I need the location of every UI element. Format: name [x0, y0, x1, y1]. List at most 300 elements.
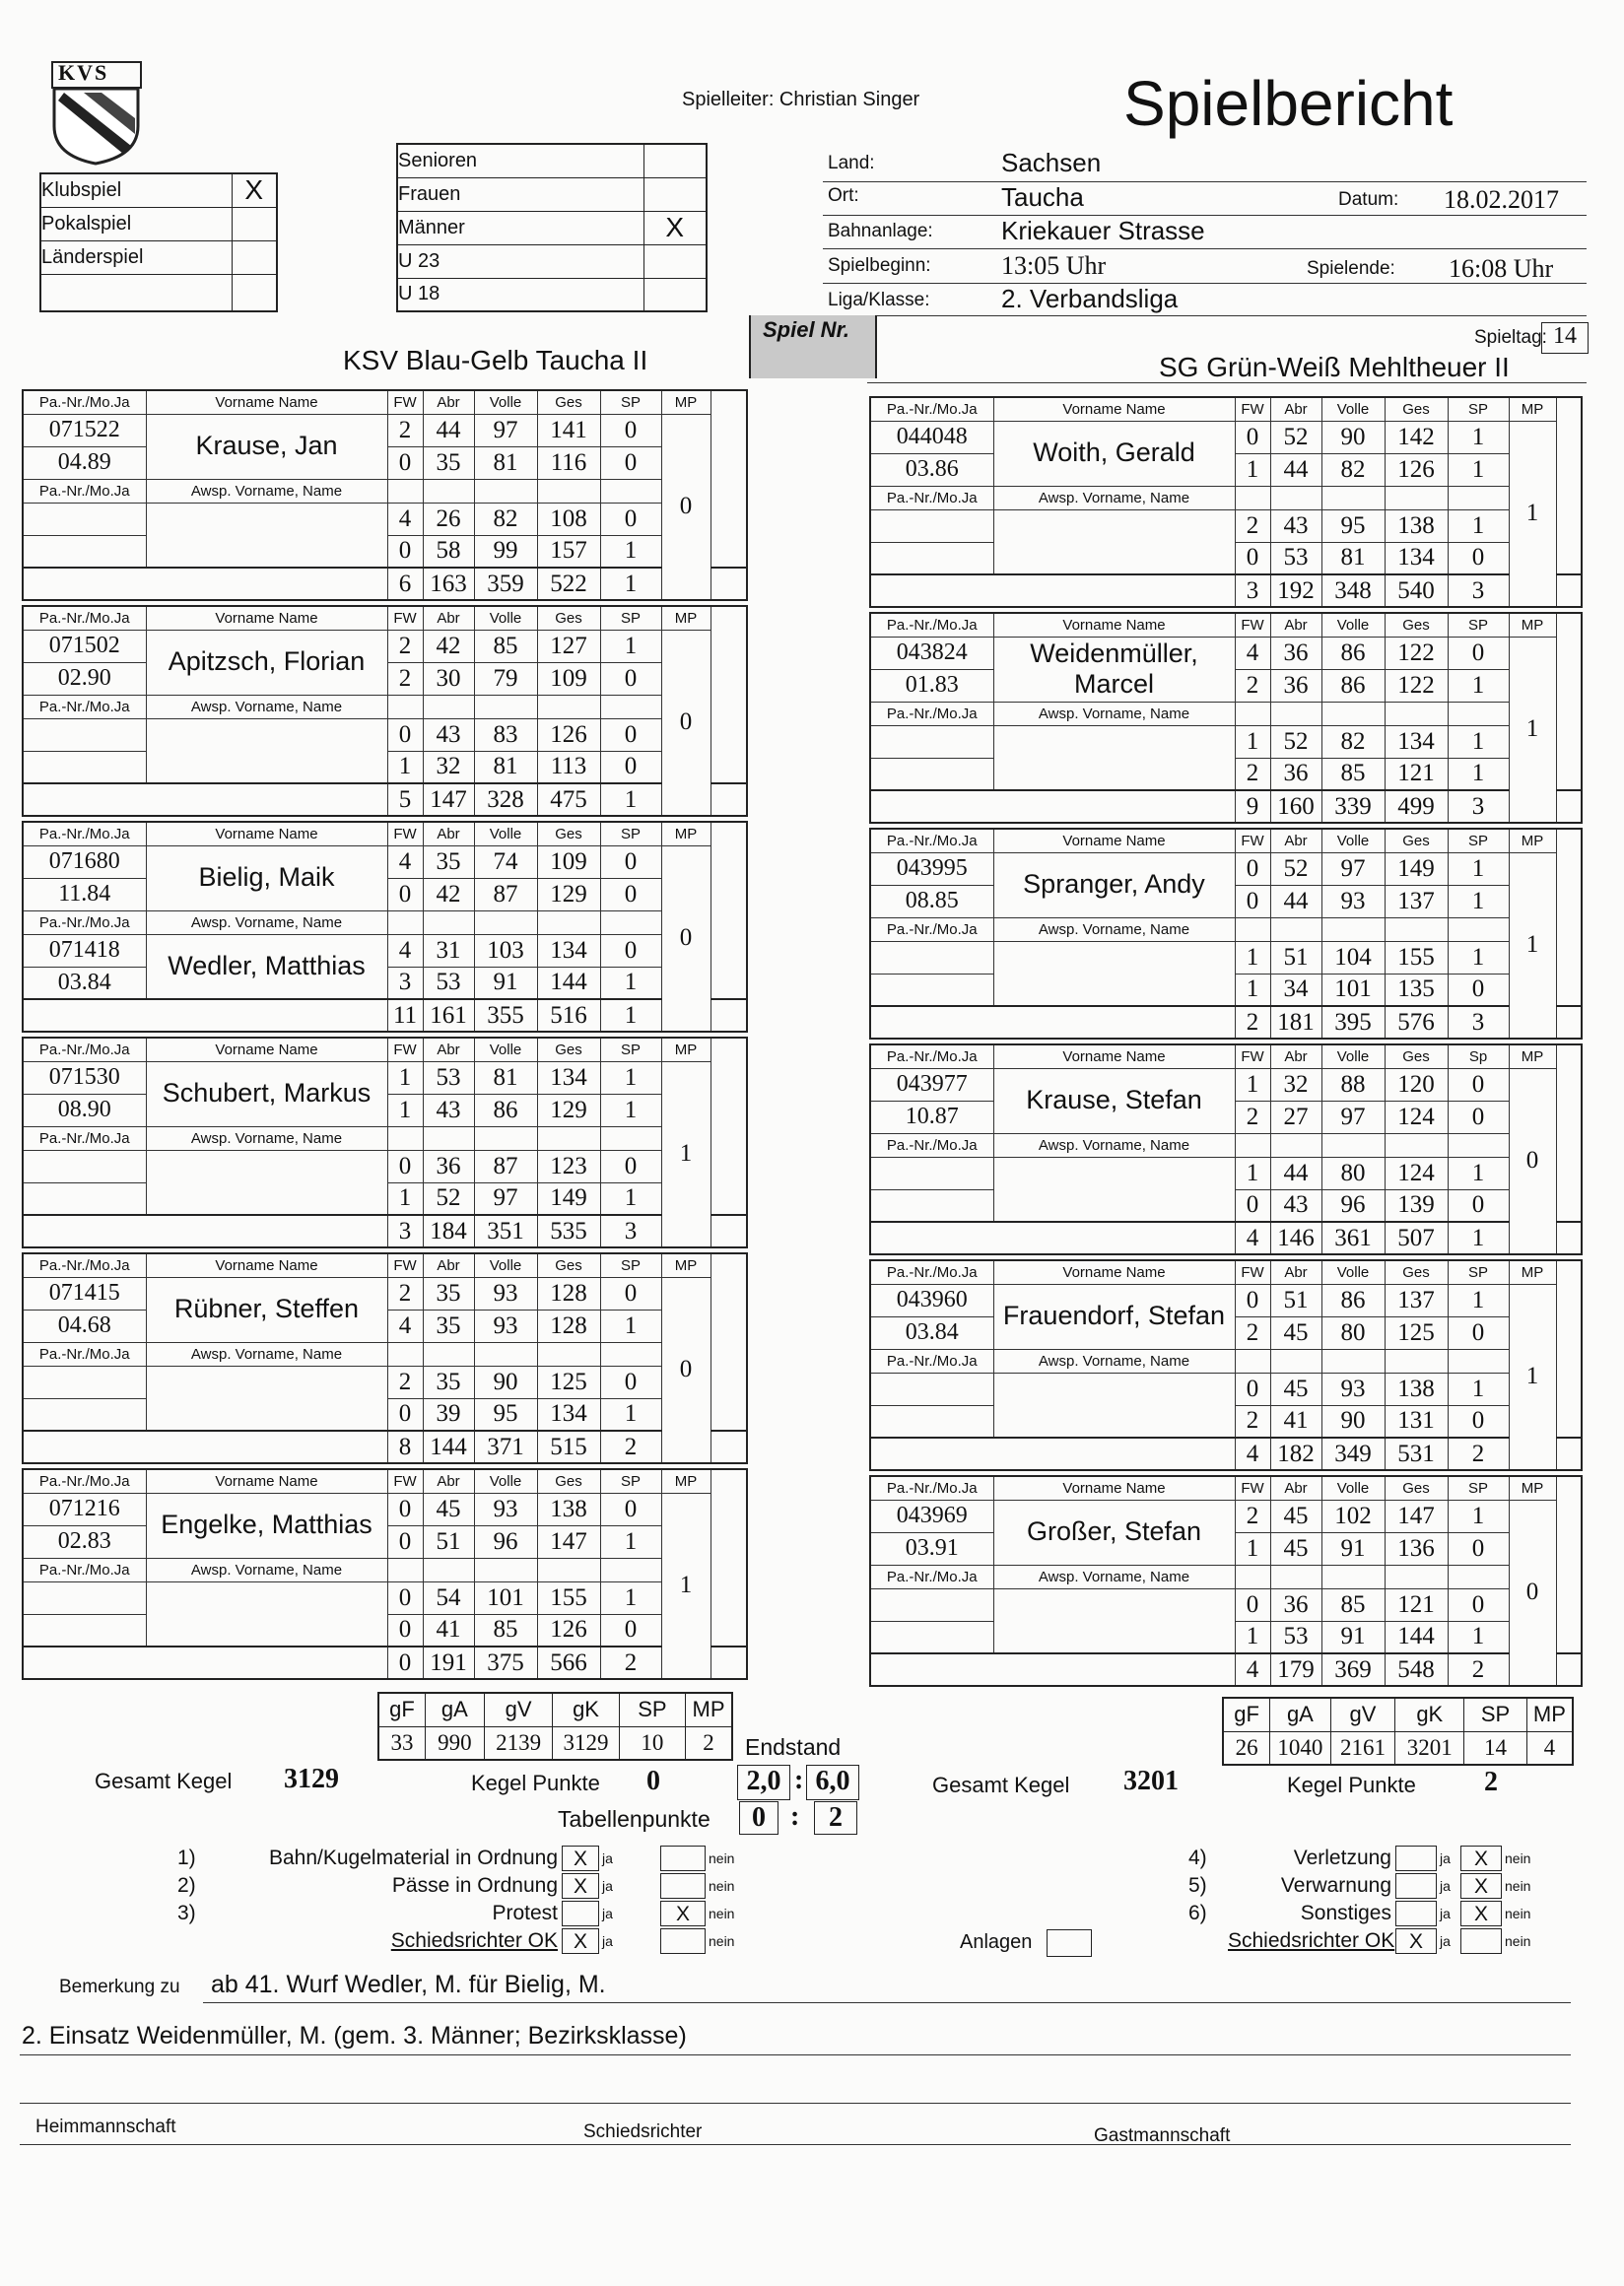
- empty-cell: [387, 910, 423, 934]
- ja-checkbox[interactable]: X: [562, 1846, 599, 1871]
- player-id: 043969: [870, 1500, 993, 1532]
- total-cell: 516: [537, 999, 600, 1032]
- score-cell: 91: [1321, 1621, 1385, 1653]
- total-cell: 161: [423, 999, 474, 1032]
- ende-label: Spielende:: [1307, 258, 1395, 279]
- sub-player-name: [146, 503, 387, 568]
- nein-checkbox[interactable]: X: [1460, 1873, 1502, 1899]
- empty-cell: [1270, 917, 1321, 941]
- score-cell: 2: [387, 662, 423, 695]
- empty-cell: [1235, 702, 1270, 725]
- empty-cell: [1235, 1349, 1270, 1373]
- sub-header: Pa.-Nr./Mo.Ja: [870, 917, 993, 941]
- match-type-mark: [232, 207, 277, 240]
- column-header: Sp: [1448, 1044, 1509, 1068]
- empty-cell: [474, 1342, 537, 1366]
- guest-punkte-label: Kegel Punkte: [1287, 1773, 1416, 1797]
- sub-player-id: [23, 1150, 146, 1182]
- endstand-guest: 6,0: [806, 1765, 859, 1800]
- home-player-block: [22, 389, 748, 601]
- nein-checkbox[interactable]: [660, 1928, 706, 1954]
- column-header: MP: [661, 822, 710, 845]
- column-header: Ges: [1385, 829, 1448, 852]
- column-header: Volle: [1321, 1260, 1385, 1284]
- column-header: Ges: [537, 390, 600, 414]
- total-cell: 515: [537, 1431, 600, 1463]
- empty-cell: [23, 1647, 387, 1679]
- category-label: Frauen: [397, 177, 643, 211]
- total-cell: 182: [1270, 1438, 1321, 1470]
- column-header: FW: [1235, 1260, 1270, 1284]
- sub-player-id: [870, 509, 993, 542]
- empty-cell: [600, 910, 661, 934]
- summary-value: 3201: [1395, 1731, 1464, 1765]
- player-mp: 0: [661, 1277, 710, 1463]
- score-cell: 136: [1385, 1532, 1448, 1565]
- sub-header: Awsp. Vorname, Name: [993, 1349, 1235, 1373]
- ja-label: ja: [1440, 1850, 1451, 1866]
- score-cell: 0: [600, 446, 661, 479]
- score-cell: 101: [474, 1581, 537, 1614]
- match-type-label: Länderspiel: [40, 240, 232, 274]
- total-cell: 0: [387, 1647, 423, 1679]
- score-cell: 1: [1448, 1284, 1509, 1316]
- player-date: 04.68: [23, 1310, 146, 1342]
- total-cell: 576: [1385, 1006, 1448, 1039]
- score-cell: 137: [1385, 1284, 1448, 1316]
- sub-player-name: [146, 718, 387, 783]
- score-cell: 45: [423, 1493, 474, 1525]
- column-header: Vorname Name: [146, 1038, 387, 1061]
- sub-player-name: Wedler, Matthias: [146, 934, 387, 999]
- nein-checkbox[interactable]: [660, 1873, 706, 1899]
- column-header: Volle: [474, 1253, 537, 1277]
- player-name: Frauendorf, Stefan: [993, 1284, 1235, 1349]
- score-cell: 35: [423, 446, 474, 479]
- score-cell: 0: [600, 878, 661, 910]
- player-mp: 0: [661, 630, 710, 816]
- player-name: Apitzsch, Florian: [146, 630, 387, 695]
- liga-label: Liga/Klasse:: [828, 290, 930, 310]
- score-cell: 0: [387, 878, 423, 910]
- score-cell: 0: [387, 1614, 423, 1647]
- score-cell: 0: [1235, 1373, 1270, 1405]
- column-header: Ges: [1385, 397, 1448, 421]
- player-id: 071680: [23, 845, 146, 878]
- column-header: FW: [1235, 1476, 1270, 1500]
- score-cell: 1: [387, 1182, 423, 1215]
- empty-cell: [537, 910, 600, 934]
- tabelle-guest: 2: [814, 1801, 857, 1835]
- column-header: Pa.-Nr./Mo.Ja: [23, 1038, 146, 1061]
- sub-player-name: [146, 1366, 387, 1431]
- score-cell: 0: [1448, 1068, 1509, 1101]
- column-header: Vorname Name: [993, 1476, 1235, 1500]
- score-cell: 1: [600, 1581, 661, 1614]
- score-cell: 1: [1235, 941, 1270, 974]
- anlagen-box[interactable]: [1047, 1929, 1092, 1957]
- nein-label: nein: [1505, 1850, 1531, 1866]
- score-cell: 155: [1385, 941, 1448, 974]
- remarks-rule: [20, 2103, 1571, 2104]
- column-header: FW: [1235, 829, 1270, 852]
- score-cell: 35: [423, 1310, 474, 1342]
- score-cell: 1: [1448, 1500, 1509, 1532]
- column-header: SP: [1448, 1260, 1509, 1284]
- score-cell: 36: [1270, 758, 1321, 790]
- bahn-label: Bahnanlage:: [828, 221, 933, 241]
- guest-gesamt-label: Gesamt Kegel: [932, 1773, 1070, 1797]
- player-date: 03.84: [870, 1316, 993, 1349]
- total-cell: 4: [1235, 1222, 1270, 1254]
- guest-team-name: SG Grün-Weiß Mehltheuer II: [1159, 352, 1510, 382]
- total-cell: 499: [1385, 790, 1448, 823]
- sub-player-id: [23, 1581, 146, 1614]
- score-cell: 4: [1235, 637, 1270, 669]
- check-row: [1188, 1845, 1530, 1872]
- score-cell: 0: [1235, 1588, 1270, 1621]
- score-cell: 54: [423, 1581, 474, 1614]
- signature-referee: Schiedsrichter: [583, 2121, 703, 2142]
- nein-checkbox[interactable]: X: [1460, 1846, 1502, 1871]
- column-header: MP: [661, 390, 710, 414]
- total-cell: 3: [1448, 790, 1509, 823]
- score-cell: 43: [423, 1094, 474, 1126]
- ja-checkbox[interactable]: [562, 1901, 599, 1926]
- total-cell: 359: [474, 568, 537, 600]
- nein-checkbox[interactable]: X: [660, 1901, 706, 1926]
- empty-cell: [1556, 1653, 1582, 1686]
- player-name: Großer, Stefan: [993, 1500, 1235, 1565]
- player-name: Schubert, Markus: [146, 1061, 387, 1126]
- category-label: U 23: [397, 244, 643, 278]
- column-header: SP: [600, 390, 661, 414]
- score-cell: 144: [537, 967, 600, 999]
- column-header: Pa.-Nr./Mo.Ja: [870, 1044, 993, 1068]
- column-header: MP: [1509, 1260, 1556, 1284]
- check-row: [177, 1872, 734, 1900]
- ja-checkbox[interactable]: [1395, 1873, 1437, 1899]
- empty-cell: [1270, 702, 1321, 725]
- score-cell: 142: [1385, 421, 1448, 453]
- column-header: Abr: [1270, 1260, 1321, 1284]
- score-cell: 80: [1321, 1316, 1385, 1349]
- summary-header: gF: [378, 1693, 425, 1726]
- player-id: 043824: [870, 637, 993, 669]
- score-cell: 137: [1385, 885, 1448, 917]
- empty-cell: [23, 999, 387, 1032]
- nein-checkbox[interactable]: [1460, 1928, 1502, 1954]
- score-cell: 127: [537, 630, 600, 662]
- column-header: Volle: [474, 1469, 537, 1493]
- score-cell: 1: [600, 1398, 661, 1431]
- check-label: Schiedsrichter OK: [390, 1929, 558, 1952]
- score-cell: 44: [1270, 885, 1321, 917]
- total-cell: 355: [474, 999, 537, 1032]
- check-label: Verletzung: [1293, 1847, 1391, 1869]
- score-cell: 93: [474, 1277, 537, 1310]
- total-cell: 1: [600, 783, 661, 816]
- score-cell: 1: [1448, 941, 1509, 974]
- score-cell: 0: [1448, 1532, 1509, 1565]
- sub-player-name: [993, 941, 1235, 1006]
- total-cell: 160: [1270, 790, 1321, 823]
- empty-cell: [423, 1558, 474, 1581]
- empty-cell: [1385, 917, 1448, 941]
- player-date: 08.90: [23, 1094, 146, 1126]
- total-cell: 3: [1235, 574, 1270, 607]
- guest-player-block: [869, 1475, 1583, 1687]
- score-cell: 149: [1385, 852, 1448, 885]
- column-header: SP: [600, 822, 661, 845]
- score-cell: 95: [474, 1398, 537, 1431]
- ja-checkbox[interactable]: [1395, 1901, 1437, 1926]
- score-cell: 93: [474, 1310, 537, 1342]
- score-cell: 0: [387, 1493, 423, 1525]
- category-label: Senioren: [397, 144, 643, 177]
- player-date: 02.83: [23, 1525, 146, 1558]
- summary-value: 10: [619, 1726, 685, 1760]
- endstand-colon: :: [794, 1765, 804, 1795]
- empty-cell: [474, 1558, 537, 1581]
- column-header: SP: [1448, 613, 1509, 637]
- score-cell: 101: [1321, 974, 1385, 1006]
- summary-value: 3129: [553, 1726, 619, 1760]
- score-cell: 27: [1270, 1101, 1321, 1133]
- player-id: 043995: [870, 852, 993, 885]
- column-header: MP: [1509, 613, 1556, 637]
- sub-player-date: [23, 1398, 146, 1431]
- ja-checkbox[interactable]: X: [1395, 1928, 1437, 1954]
- home-gesamt-label: Gesamt Kegel: [95, 1769, 233, 1793]
- empty-cell: [870, 1438, 1235, 1470]
- score-cell: 85: [474, 1614, 537, 1647]
- nein-checkbox[interactable]: X: [1460, 1901, 1502, 1926]
- empty-cell: [1385, 702, 1448, 725]
- empty-cell: [423, 910, 474, 934]
- empty-cell: [1385, 1565, 1448, 1588]
- score-cell: 93: [474, 1493, 537, 1525]
- beginn-label: Spielbeginn:: [828, 255, 931, 276]
- home-team-name: KSV Blau-Gelb Taucha II: [343, 345, 648, 375]
- empty-cell: [1556, 1222, 1582, 1254]
- score-cell: 0: [1448, 637, 1509, 669]
- summary-header: gV: [1330, 1698, 1395, 1731]
- score-cell: 131: [1385, 1405, 1448, 1438]
- summary-header: gA: [1270, 1698, 1330, 1731]
- home-player-block: [22, 1037, 748, 1248]
- column-header: Vorname Name: [146, 1253, 387, 1277]
- empty-cell: [1556, 1438, 1582, 1470]
- empty-cell: [710, 1431, 747, 1463]
- column-header: Ges: [1385, 1476, 1448, 1500]
- column-header: Pa.-Nr./Mo.Ja: [870, 1260, 993, 1284]
- score-cell: 122: [1385, 637, 1448, 669]
- score-cell: 44: [423, 414, 474, 446]
- score-cell: 120: [1385, 1068, 1448, 1101]
- score-cell: 134: [537, 1061, 600, 1094]
- kvs-logo: [44, 57, 148, 166]
- sub-player-date: [870, 542, 993, 574]
- empty-cell: [537, 479, 600, 503]
- score-cell: 85: [474, 630, 537, 662]
- check-row: [1188, 1900, 1530, 1927]
- score-cell: 97: [474, 1182, 537, 1215]
- score-cell: 1: [1448, 758, 1509, 790]
- sub-header: Pa.-Nr./Mo.Ja: [870, 486, 993, 509]
- empty-cell: [387, 1558, 423, 1581]
- score-cell: 1: [1235, 1157, 1270, 1189]
- column-header: Pa.-Nr./Mo.Ja: [23, 606, 146, 630]
- check-label: Pässe in Ordnung: [391, 1874, 558, 1897]
- signature-home: Heimmannschaft: [35, 2117, 176, 2137]
- score-cell: 108: [537, 503, 600, 535]
- total-cell: 192: [1270, 574, 1321, 607]
- score-cell: 86: [1321, 669, 1385, 702]
- score-cell: 52: [1270, 421, 1321, 453]
- empty-cell: [23, 568, 387, 600]
- column-header: Vorname Name: [146, 606, 387, 630]
- score-cell: 36: [423, 1150, 474, 1182]
- score-cell: 138: [537, 1493, 600, 1525]
- score-cell: 1: [1448, 1621, 1509, 1653]
- score-cell: 126: [537, 1614, 600, 1647]
- score-cell: 35: [423, 1277, 474, 1310]
- empty-cell: [423, 1126, 474, 1150]
- score-cell: 53: [1270, 1621, 1321, 1653]
- score-cell: 86: [474, 1094, 537, 1126]
- score-cell: 1: [600, 1525, 661, 1558]
- total-cell: 369: [1321, 1653, 1385, 1686]
- score-cell: 0: [600, 1150, 661, 1182]
- score-cell: 79: [474, 662, 537, 695]
- sub-header: Awsp. Vorname, Name: [993, 702, 1235, 725]
- score-cell: 138: [1385, 509, 1448, 542]
- score-cell: 0: [1448, 1101, 1509, 1133]
- column-header: SP: [600, 606, 661, 630]
- total-cell: 147: [423, 783, 474, 816]
- score-cell: 1: [600, 1182, 661, 1215]
- signature-guest: Gastmannschaft: [1094, 2125, 1231, 2146]
- total-cell: 2: [600, 1647, 661, 1679]
- score-cell: 43: [1270, 509, 1321, 542]
- summary-value: 1040: [1270, 1731, 1330, 1765]
- score-cell: 53: [423, 967, 474, 999]
- score-cell: 96: [474, 1525, 537, 1558]
- player-id: 044048: [870, 421, 993, 453]
- score-cell: 0: [600, 718, 661, 751]
- score-cell: 82: [474, 503, 537, 535]
- empty-cell: [423, 1342, 474, 1366]
- column-header: FW: [387, 390, 423, 414]
- score-cell: 0: [1235, 852, 1270, 885]
- ja-checkbox[interactable]: X: [562, 1928, 599, 1954]
- empty-cell: [1556, 574, 1582, 607]
- ja-label: ja: [1440, 1906, 1451, 1921]
- score-cell: 141: [537, 414, 600, 446]
- endstand-label: Endstand: [745, 1734, 842, 1760]
- total-cell: 348: [1321, 574, 1385, 607]
- column-header: Abr: [1270, 829, 1321, 852]
- empty-cell: [1270, 1349, 1321, 1373]
- score-cell: 123: [537, 1150, 600, 1182]
- score-cell: 0: [1448, 1588, 1509, 1621]
- score-cell: 0: [1235, 421, 1270, 453]
- player-mp: 0: [661, 845, 710, 1032]
- category-mark: [643, 244, 707, 278]
- score-cell: 0: [600, 1277, 661, 1310]
- column-header: Abr: [423, 822, 474, 845]
- spielleiter: Spielleiter: Christian Singer: [682, 89, 920, 110]
- total-cell: 522: [537, 568, 600, 600]
- empty-cell: [1270, 1565, 1321, 1588]
- sub-player-name: [146, 1150, 387, 1215]
- sub-player-name: [993, 1373, 1235, 1438]
- score-cell: 1: [600, 1094, 661, 1126]
- score-cell: 45: [1270, 1316, 1321, 1349]
- empty-cell: [1385, 486, 1448, 509]
- header-rule: [867, 382, 1587, 383]
- score-cell: 52: [1270, 725, 1321, 758]
- spiel-nr-box: [749, 315, 877, 378]
- total-cell: 349: [1321, 1438, 1385, 1470]
- empty-cell: [474, 1126, 537, 1150]
- empty-cell: [423, 695, 474, 718]
- check-row: [1188, 1927, 1530, 1955]
- column-header: Abr: [1270, 1476, 1321, 1500]
- check-label: Verwarnung: [1280, 1874, 1391, 1897]
- ja-label: ja: [602, 1906, 613, 1921]
- player-name: Spranger, Andy: [993, 852, 1235, 917]
- column-header: Vorname Name: [993, 397, 1235, 421]
- score-cell: 74: [474, 845, 537, 878]
- score-cell: 35: [423, 1366, 474, 1398]
- sub-header: Awsp. Vorname, Name: [146, 1558, 387, 1581]
- total-cell: 339: [1321, 790, 1385, 823]
- match-type-mark: X: [232, 173, 277, 207]
- check-row: [177, 1927, 734, 1955]
- player-date: 11.84: [23, 878, 146, 910]
- ja-checkbox[interactable]: [1395, 1846, 1437, 1871]
- score-cell: 135: [1385, 974, 1448, 1006]
- score-cell: 0: [600, 1366, 661, 1398]
- score-cell: 82: [1321, 725, 1385, 758]
- column-header: Volle: [1321, 1044, 1385, 1068]
- player-mp: 1: [1509, 852, 1556, 1039]
- score-cell: 102: [1321, 1500, 1385, 1532]
- nein-checkbox[interactable]: [660, 1846, 706, 1871]
- endstand-home: 2,0: [737, 1765, 790, 1800]
- remarks-label: Bemerkung zu: [59, 1977, 180, 1997]
- sub-header: Pa.-Nr./Mo.Ja: [23, 1342, 146, 1366]
- score-cell: 124: [1385, 1157, 1448, 1189]
- sub-header: Pa.-Nr./Mo.Ja: [870, 702, 993, 725]
- score-cell: 52: [1270, 852, 1321, 885]
- column-header: Vorname Name: [993, 829, 1235, 852]
- total-cell: 548: [1385, 1653, 1448, 1686]
- column-header: Abr: [423, 1038, 474, 1061]
- ja-label: ja: [602, 1878, 613, 1894]
- empty-cell: [1235, 1565, 1270, 1588]
- total-cell: 507: [1385, 1222, 1448, 1254]
- sub-header: Awsp. Vorname, Name: [993, 1133, 1235, 1157]
- ja-checkbox[interactable]: X: [562, 1873, 599, 1899]
- score-cell: 126: [537, 718, 600, 751]
- column-header: MP: [661, 1038, 710, 1061]
- ja-label: ja: [602, 1850, 613, 1866]
- score-cell: 2: [387, 630, 423, 662]
- sub-header: Pa.-Nr./Mo.Ja: [870, 1349, 993, 1373]
